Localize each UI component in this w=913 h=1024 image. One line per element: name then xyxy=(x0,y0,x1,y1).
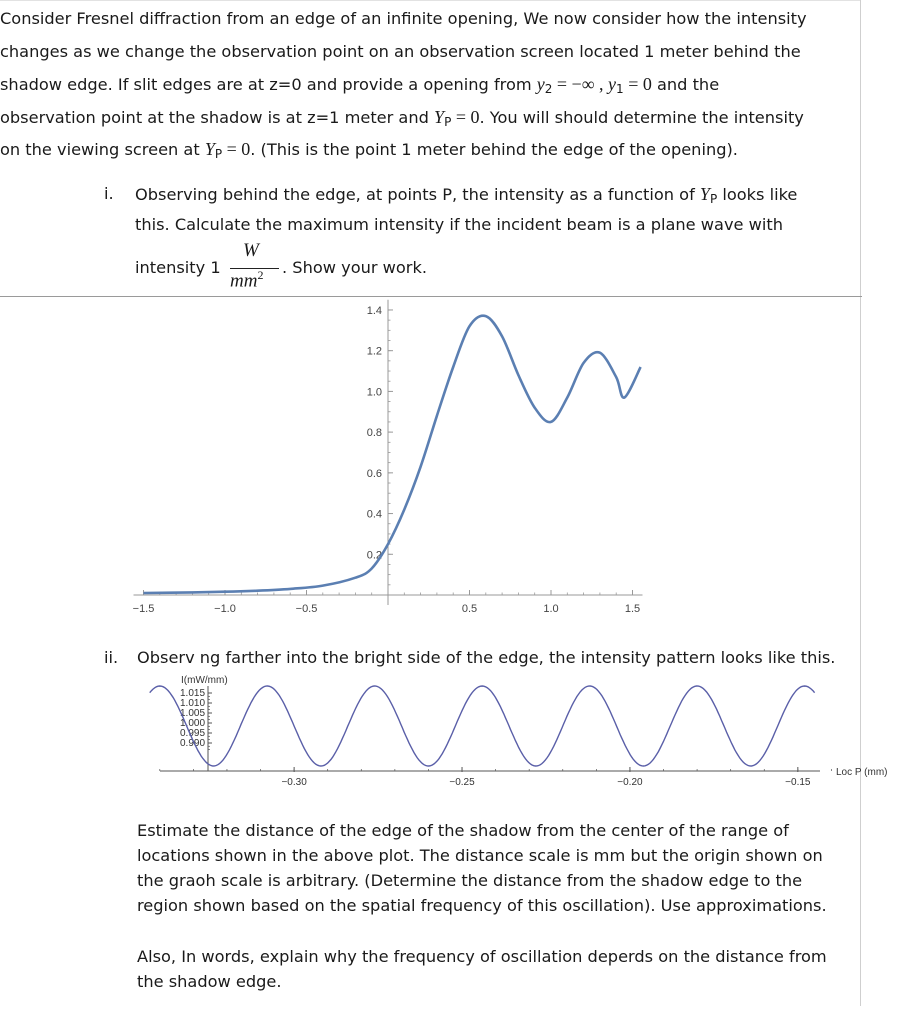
chart2-y-axis-label: I(mW/mm) xyxy=(181,675,228,686)
chart2-x-tick-label: −0.20 xyxy=(617,777,643,788)
chart1-y-tick-label: 0.2 xyxy=(366,549,382,562)
math-yp-eq: = 0 xyxy=(451,106,480,127)
intensity-chart-2 xyxy=(0,672,900,797)
estimate-line-4: region shown based on the spatial frequency of this oscillation). Use approximations. xyxy=(137,896,827,915)
estimate-paragraph xyxy=(137,818,857,918)
part-i-line-1-end: looks like xyxy=(717,185,798,204)
intro-line-3-end: and the xyxy=(651,75,720,94)
intro-line-3-text: shadow edge. If slit edges are at z=0 and provide a opening from xyxy=(0,75,537,94)
intro-line-4-end: . You will should determine the intensity xyxy=(479,107,804,127)
math-y1-sub: 1 xyxy=(616,82,624,96)
also-line-2: the shadow edge. xyxy=(137,972,282,991)
math-eq-neg-inf: = −∞ , xyxy=(552,74,609,94)
math-eq-zero: = 0 xyxy=(623,74,652,94)
math-yp-3: Y xyxy=(699,184,710,204)
intro-paragraph xyxy=(0,3,862,166)
fraction-denominator-text: mm xyxy=(230,270,258,292)
math-yp-2: Y xyxy=(204,139,215,159)
intro-line-2: changes as we change the observation point on an observation screen located 1 meter behind the xyxy=(0,41,801,61)
chart1-x-tick-label: 1.5 xyxy=(624,603,641,615)
chart1-series-line xyxy=(144,316,641,593)
chart1-x-tick-label: −1.0 xyxy=(214,603,236,615)
estimate-line-3: the graoh scale is arbitrary. (Determine the distance from the shadow edge to the xyxy=(137,871,803,890)
part-i-line-1 xyxy=(135,184,797,206)
part-i-line-1-text: Observing behind the edge, at points P, the intensity as a function of xyxy=(135,185,700,204)
chart2-y-tick-label: 1.000 xyxy=(180,718,206,729)
fraction-exponent: 2 xyxy=(257,268,264,282)
part-i-numeral: i. xyxy=(104,184,114,203)
intro-line-4-text: observation point at the shadow is at z=1 meter and xyxy=(0,107,435,127)
part-i-line-2: this. Calculate the maximum intensity if the incident beam is a plane wave with xyxy=(135,215,783,234)
intro-line-3 xyxy=(0,68,862,101)
fraction-denominator xyxy=(230,268,263,292)
chart1-y-tick-label: 0.8 xyxy=(366,427,382,440)
math-yp-sub: P xyxy=(444,114,452,129)
chart1-y-tick-label: 1.2 xyxy=(366,345,382,358)
intro-line-5 xyxy=(0,133,862,166)
part-ii-line-1: Observ ng farther into the bright side of the edge, the intensity pattern looks like this. xyxy=(137,648,836,667)
estimate-line-1: Estimate the distance of the edge of the shadow from the center of the range of xyxy=(137,821,789,840)
chart1-x-tick-label: −0.5 xyxy=(295,603,318,615)
chart1-y-tick-label: 1.0 xyxy=(366,386,382,399)
intro-line-5-text: on the viewing screen at xyxy=(0,140,205,159)
chart2-y-tick-label: 1.010 xyxy=(180,698,206,709)
part-i-intensity-label: intensity 1 xyxy=(135,258,221,277)
chart2-y-tick-label: 1.005 xyxy=(180,708,206,719)
intro-line-5-end: . (This is the point 1 meter behind the edge of the opening). xyxy=(250,140,738,159)
math-y2: y xyxy=(536,74,545,94)
chart2-y-tick-label: 1.015 xyxy=(180,688,206,699)
chart1-y-tick-label: 0.4 xyxy=(366,508,382,521)
fraction-numerator: W xyxy=(243,240,259,261)
also-line-1: Also, In words, explain why the frequency of oscillation deperds on the distance from xyxy=(137,947,827,966)
chart2-x-tick-label: −0.25 xyxy=(449,777,475,788)
chart1-x-tick-label: −1.5 xyxy=(132,603,155,615)
math-yp-2-sub: P xyxy=(214,147,223,161)
estimate-line-2: locations shown in the above plot. The distance scale is mm but the origin shown on xyxy=(137,846,823,865)
math-yp-2-eq: = 0 xyxy=(222,139,251,159)
part-ii-numeral: ii. xyxy=(104,648,119,667)
math-yp-3-sub: P xyxy=(709,192,718,206)
chart2-x-axis-label: Loc P (mm) xyxy=(836,767,888,778)
chart2-y-tick-label: 0.995 xyxy=(180,728,206,739)
math-yp: Y xyxy=(434,106,445,127)
math-y1: y xyxy=(608,74,617,94)
chart2-series-line xyxy=(150,686,815,766)
chart1-x-tick-label: 0.5 xyxy=(461,603,478,615)
page-top-border xyxy=(0,0,861,1)
chart2-x-tick-label: −0.15 xyxy=(785,777,811,788)
intro-line-4 xyxy=(0,101,862,134)
intro-line-1: Consider Fresnel diffraction from an edge of an infinite opening, We now consider how the intensity xyxy=(0,9,807,28)
chart1-x-tick-label: 1.0 xyxy=(543,603,559,615)
part-i-show-work: . Show your work. xyxy=(282,258,427,277)
chart1-y-tick-label: 0.6 xyxy=(366,467,382,480)
intensity-chart-1 xyxy=(0,296,862,621)
chart1-y-tick-label: 1.4 xyxy=(366,304,382,317)
chart2-y-tick-label: 0.990 xyxy=(180,738,206,749)
also-paragraph xyxy=(137,944,857,994)
chart2-x-tick-label: −0.30 xyxy=(281,777,307,788)
math-y2-sub: 2 xyxy=(544,82,553,96)
